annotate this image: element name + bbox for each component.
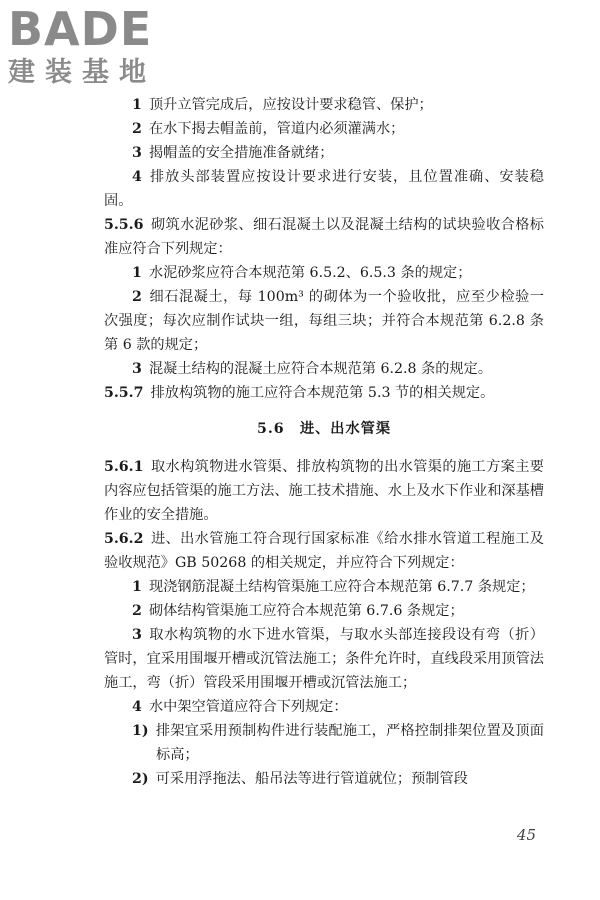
paragraph (104, 285, 544, 357)
clause-number: 1) (132, 723, 149, 739)
paragraph (104, 357, 544, 381)
page-number: 45 (516, 826, 536, 844)
clause-number: 2 (132, 603, 142, 619)
clause-text: 取水构筑物进水管渠、排放构筑物的出水管渠的施工方案主要内容应包括管渠的施工方法、施工技术措施、水上及水下作业和深基槽作业的安全措施。 (104, 459, 544, 523)
logo-wordmark: BADE (8, 2, 153, 56)
clause-text: 砌体结构管渠施工应符合本规范第 6.7.6 条规定； (148, 603, 464, 619)
clause-text: 顶升立管完成后，应按设计要求稳管、保护； (148, 97, 433, 113)
paragraph (104, 165, 544, 213)
clause-number: 2 (132, 121, 142, 137)
clause-number: 5.6.1 (104, 459, 144, 475)
clause-text: 排放构筑物的施工应符合本规范第 5.3 节的相关规定。 (150, 385, 495, 401)
paragraph (104, 455, 544, 527)
clause-text: 进、出水管渠 (299, 421, 392, 437)
clause-number: 1 (132, 265, 142, 281)
clause-text: 进、出水管施工符合现行国家标准《给水排水管道工程施工及验收规范》GB 50268 的相关规定，并应符合下列规定： (104, 531, 544, 571)
paragraph (104, 213, 544, 261)
clause-text: 排架宜采用预制构件进行装配施工，严格控制排架位置及顶面标高； (155, 723, 544, 763)
clause-text: 水泥砂浆应符合本规范第 6.5.2、6.5.3 条的规定； (148, 265, 472, 281)
paragraph (104, 767, 544, 791)
clause-text: 揭帽盖的安全措施准备就绪； (148, 145, 334, 161)
paragraph (104, 719, 544, 767)
clause-number: 3 (132, 627, 142, 643)
clause-number: 3 (132, 361, 142, 377)
clause-number: 2 (132, 289, 142, 305)
clause-number: 5.6.2 (104, 531, 144, 547)
clause-text: 现浇钢筋混凝土结构管渠施工应符合本规范第 6.7.7 条规定； (148, 579, 535, 595)
clause-number: 5.6 (256, 421, 285, 437)
clause-number: 5.5.7 (104, 385, 144, 401)
paragraph (104, 381, 544, 405)
clause-number: 4 (132, 699, 142, 715)
paragraph (104, 527, 544, 575)
paragraph (104, 141, 544, 165)
clause-text: 排放头部装置应按设计要求进行安装，且位置准确、安装稳固。 (104, 169, 544, 209)
paragraph (104, 575, 544, 599)
clause-text: 混凝土结构的混凝土应符合本规范第 6.2.8 条的规定。 (148, 361, 493, 377)
clause-number: 1 (132, 97, 142, 113)
clause-number: 2) (132, 771, 149, 787)
paragraph (104, 599, 544, 623)
section-heading (104, 417, 544, 441)
clause-number: 1 (132, 579, 142, 595)
clause-text: 可采用浮拖法、船吊法等进行管道就位；预制管段 (155, 771, 468, 787)
paragraph (104, 93, 544, 117)
logo-subtitle: 建装基地 (8, 57, 156, 88)
clause-text: 取水构筑物的水下进水管渠，与取水头部连接段设有弯（折）管时，宜采用围堰开槽或沉管法施工；条件允许时，直线段采用顶管法施工，弯（折）管段采用围堰开槽或沉管法施工； (104, 627, 544, 691)
clause-text: 砌筑水泥砂浆、细石混凝土以及混凝土结构的试块验收合格标准应符合下列规定： (104, 217, 544, 257)
document-body (104, 93, 544, 791)
clause-text: 细石混凝土，每 100m³ 的砌体为一个验收批，应至少检验一次强度；每次应制作试块一组，每组三块；并符合本规范第 6.2.8 条第 6 款的规定； (104, 289, 544, 353)
clause-number: 5.5.6 (104, 217, 144, 233)
paragraph (104, 695, 544, 719)
paragraph (104, 261, 544, 285)
clause-number: 3 (132, 145, 142, 161)
bade-logo (8, 4, 178, 94)
clause-text: 在水下揭去帽盖前，管道内必须灌满水； (148, 121, 405, 137)
clause-text: 水中架空管道应符合下列规定： (148, 699, 348, 715)
paragraph (104, 623, 544, 695)
clause-number: 4 (132, 169, 142, 185)
paragraph (104, 117, 544, 141)
